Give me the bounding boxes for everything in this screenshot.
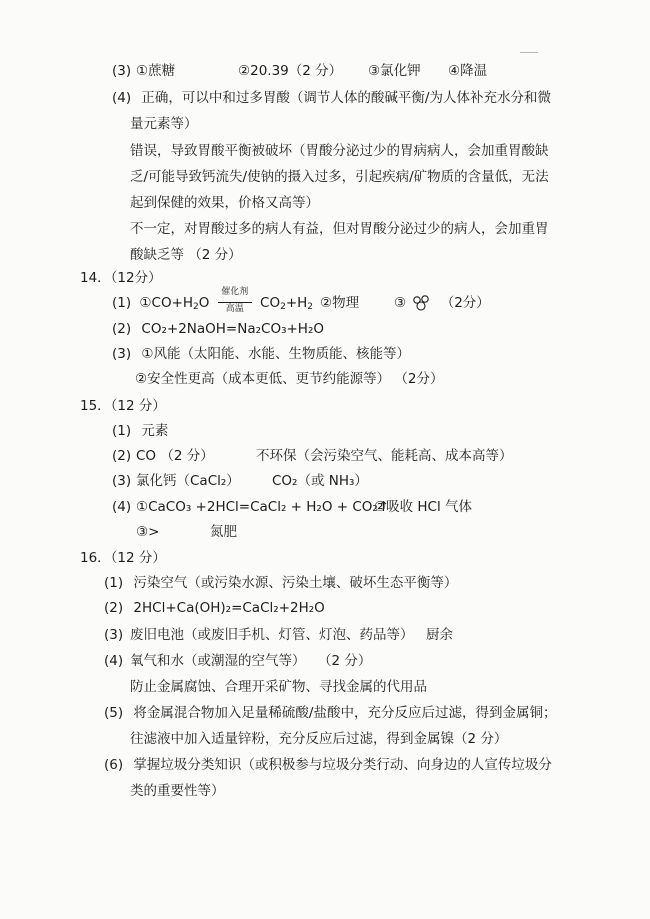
q14-part2-row [112,319,324,339]
q14-part2-number: (2) [112,321,132,337]
q15-part3-answer-a: 氯化钙（CaCl₂） [136,473,240,489]
condition-label: 高温 [225,304,244,314]
q13-part4-line5: 起到保健的效果，价格又高等） [130,195,319,211]
equation-product-h: +H [285,295,308,311]
q15-part4-number: (4) [112,499,132,515]
q13-part3-answer-b: ②20.39（2 分） [238,63,343,79]
q13-part4-line3: 错误，导致胃酸平衡被破坏（胃酸分泌过少的胃病病人，会加重胃酸缺 [130,143,549,159]
q14-part3-answer-a: ①风能（太阳能、水能、生物质能、核能等） [141,346,411,362]
answer-c-number: ③ [394,295,407,311]
q14-part1-answer-c [394,293,490,313]
q16-part1-row [104,573,457,593]
q14-part1-answer-b: ②物理 [320,295,360,311]
q15-part2-answer-a: CO （2 分） [136,448,214,464]
molecule-model-icon [410,295,432,311]
q13-part3-answer-a: ①蔗糖 [136,63,176,79]
q13-part4-line4: 乏/可能导致钙流失/使钠的摄入过多，引起疾病/矿物质的含量低，无法 [130,169,549,185]
q16-heading: 16．（12 分） [80,550,166,566]
q16-part2-equation: 2HCl+Ca(OH)₂=CaCl₂+2H₂O [133,600,325,616]
q13-part4-line2: 量元素等） [130,116,198,132]
q14-part1-equation [139,287,314,314]
q16-part6-row [104,755,552,775]
q15-part4-answer-a: ①CaCO₃ +2HCl=CaCl₂ + H₂O + CO₂↑ [136,499,390,515]
q16-part4-answer-c: 防止金属腐蚀、合理开采矿物、寻找金属的代用品 [130,679,427,695]
q14-part1-row [112,287,490,317]
q15-part4-answer-c: ③> [136,524,160,540]
q16-part1-answer: 污染空气（或污染水源、污染土壤、破坏生态平衡等） [133,575,458,591]
q16-part3-answer-a: 废旧电池（或废旧手机、灯管、灯泡、药品等） [130,627,414,643]
equation-reactants: ①CO+H [139,295,194,311]
q13-part3-number: (3) [112,63,132,79]
q13-part4-line7: 酸缺乏等 （2 分） [130,247,242,263]
q16-part3-number: (3) [104,627,124,643]
q16-part5-row [104,703,556,723]
q16-part4-answer-a: 氧气和水（或潮湿的空气等） [130,653,306,669]
q14-part3-row [112,344,410,364]
reaction-bar [218,302,252,303]
q15-part3-answer-b: CO₂（或 NH₃） [272,473,368,489]
q13-part3-answer-c: ③氯化钾 [368,63,421,79]
q16-part5-line2: 往滤液中加入适量锌粉，充分反应后过滤，得到金属镍（2 分） [130,731,508,747]
q15-part1-row [112,421,168,441]
q14-heading: 14．（12分） [80,270,162,286]
q16-part4-marks: （2 分） [318,653,372,669]
q15-heading: 15．（12 分） [80,398,166,414]
equation-product-co2: CO [260,295,281,311]
subscript: 2 [307,302,314,312]
q16-part6-number: (6) [104,757,124,773]
subscript: 2 [193,302,199,312]
equation-reactants-tail: O [198,295,210,311]
reaction-condition-arrow [218,287,252,314]
q13-part4-number: (4) [112,90,132,106]
q16-part5-line1: 将金属混合物加入足量稀硫酸/盐酸中，充分反应后过滤，得到金属铜； [133,705,557,721]
q16-part6-line1: 掌握垃圾分类知识（或积极参与垃圾分类行动、向身边的人宣传垃圾分 [133,757,552,773]
q15-part4-answer-b: ②吸收 HCl 气体 [374,499,473,515]
q15-part2-answer-b: 不环保（会污染空气、能耗高、成本高等） [256,448,513,464]
q15-part3-number: (3) [112,473,132,489]
q15-part1-answer: 元素 [141,423,169,439]
q15-part4-answer-d: 氮肥 [210,524,237,540]
q13-part4-line6: 不一定，对胃酸过多的病人有益，但对胃酸分泌过少的病人，会加重胃 [130,221,549,237]
q16-part6-line2: 类的重要性等） [130,783,225,799]
catalyst-label: 催化剂 [221,287,249,297]
q16-part1-number: (1) [104,575,124,591]
q16-part4-number: (4) [104,653,124,669]
subscript: 2 [280,302,286,312]
q14-part2-equation: CO₂+2NaOH=Na₂CO₃+H₂O [141,321,324,337]
q15-part1-number: (1) [112,423,132,439]
q14-part1-number: (1) [112,295,132,311]
q15-part2-number: (2) [112,448,132,464]
q14-part3-answer-b: ②安全性更高（成本更低、更节约能源等） （2分） [135,371,444,387]
q16-part2-row [104,598,325,618]
page-mark [520,52,538,53]
q14-part3-number: (3) [112,346,132,362]
q16-part2-number: (2) [104,600,124,616]
q13-part3-answer-d: ④降温 [448,63,488,79]
answer-c-marks: （2分） [440,295,490,311]
q13-part4-line1: 正确，可以中和过多胃酸（调节人体的酸碱平衡/为人体补充水分和微 [141,90,551,106]
q16-part5-number: (5) [104,705,124,721]
q16-part3-answer-b: 厨余 [426,627,453,643]
q13-part4-row1 [112,88,551,108]
